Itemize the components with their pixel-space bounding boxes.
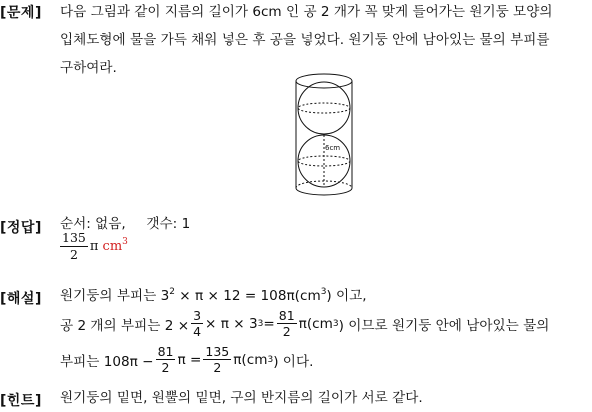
answer-unit: $cm^3$ xyxy=(102,237,128,254)
explanation-line-3: 부피는 108π − $\frac{81}{2}$ π = $\frac{135}{2}$ π(cm 3 ) 이다. xyxy=(60,343,314,375)
explanation-line-1: 원기둥의 부피는 $3^2 \times \pi \times 12 = 108\pi(cm^3)$ 이고, xyxy=(60,287,367,304)
hint-label: [힌트] xyxy=(0,393,42,409)
answer-order: 순서: 없음, xyxy=(60,216,126,232)
figure-dimension-label: 6cm xyxy=(325,144,341,152)
explanation-label: [해설] xyxy=(0,291,42,307)
explanation-line-2: 공 2 개의 부피는 2 × $\frac{3}{4}$ × π × 3 3 = $\frac{81}{2}$ π(cm 3 ) 이므로 원기둥 안에 남아있는 물의 xyxy=(60,307,550,339)
problem-line-3: 구하여라. xyxy=(60,60,117,76)
upper-sphere-equator xyxy=(298,103,350,113)
cylinder-spheres-figure xyxy=(292,70,356,202)
answer-value xyxy=(60,232,586,261)
cylinder-bottom-front xyxy=(296,188,352,195)
answer-frac-num: 135 xyxy=(62,230,86,245)
upper-sphere xyxy=(298,82,350,134)
answer-label: [정답] xyxy=(0,220,42,236)
answer-frac-den: 2 xyxy=(69,246,78,262)
hint-text: 원기둥의 밑면, 원뿔의 밑면, 구의 반지름의 길이가 서로 같다. xyxy=(60,390,423,406)
answer-count: 갯수: 1 xyxy=(146,216,191,232)
problem-line-1: 다음 그림과 같이 지름의 길이가 6cm 인 공 2 개가 꼭 맞게 들어가는 원기둥 모양의 xyxy=(60,4,553,20)
problem-label: [문제] xyxy=(0,5,42,21)
cylinder-top-ellipse xyxy=(296,74,352,88)
problem-line-2: 입체도형에 물을 가득 채워 넣은 후 공을 넣었다. 원기둥 안에 남아있는 물의 부피를 xyxy=(60,32,550,48)
answer-pi: π xyxy=(89,239,99,254)
